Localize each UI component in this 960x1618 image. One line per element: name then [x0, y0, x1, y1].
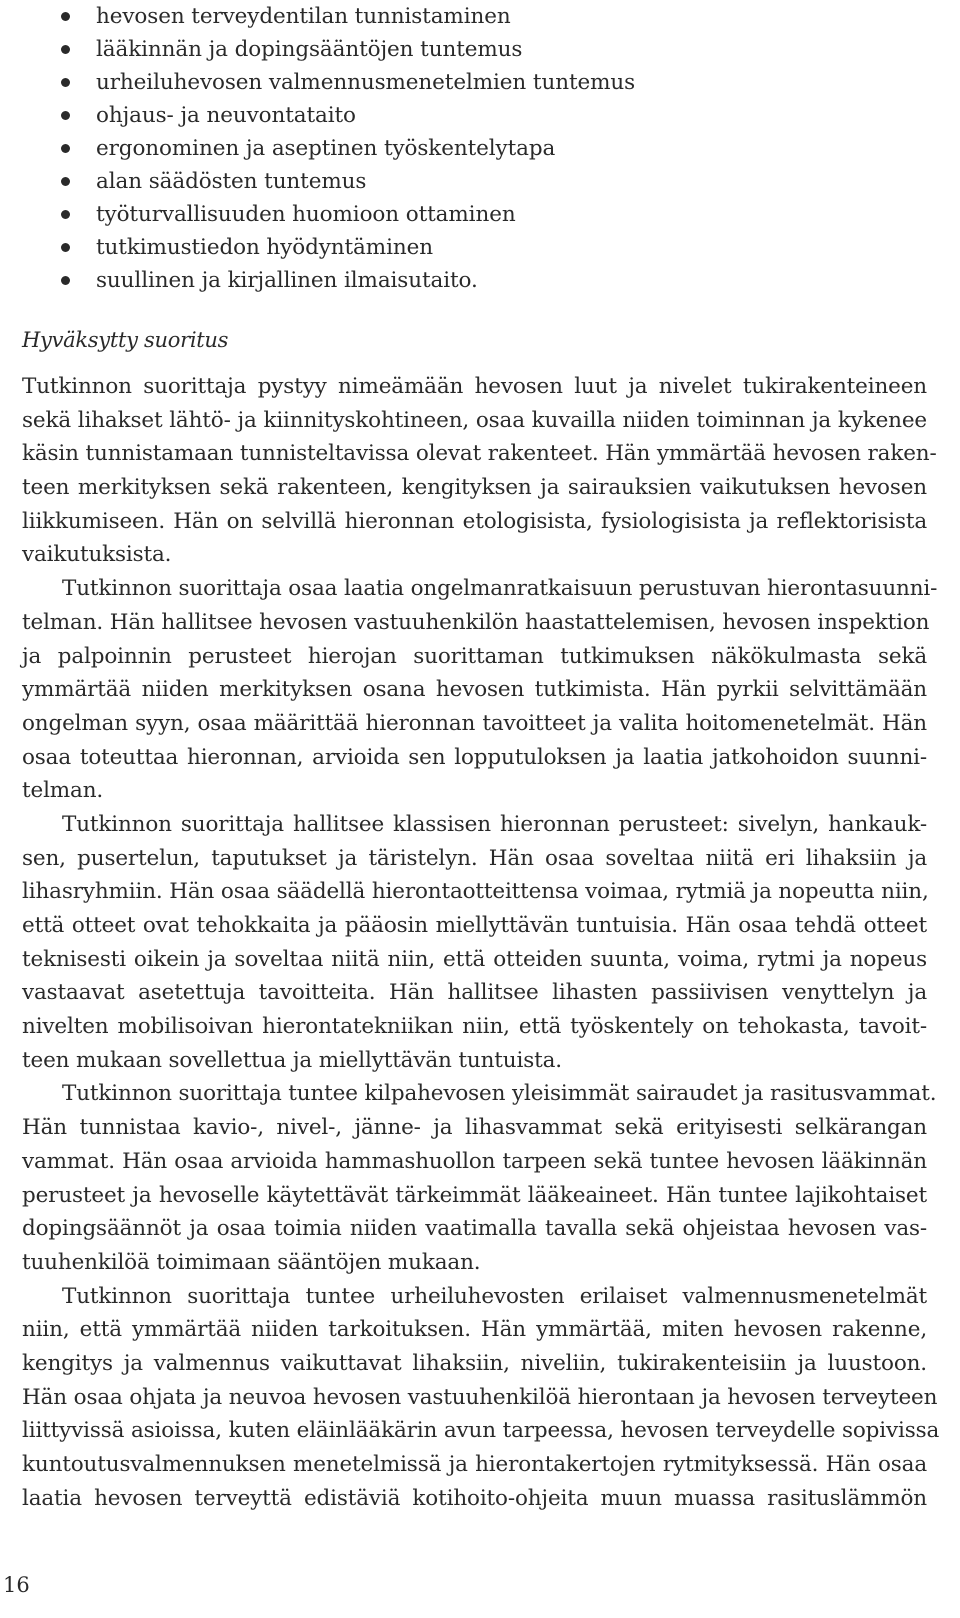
- bullet-item: [22, 132, 635, 165]
- text-line: kengitys ja valmennus vaikuttavat lihaksiin, niveliin, tukirakenteisiin ja luustoon.: [22, 1350, 927, 1376]
- text-line: telman.: [22, 778, 104, 804]
- text-line: liittyvissä asioissa, kuten eläinlääkärin avun tarpeessa, hevosen terveydelle sopivissa: [22, 1418, 940, 1444]
- bullet-text: suullinen ja kirjallinen ilmaisutaito.: [96, 268, 478, 293]
- text-line: Tutkinnon suorittaja tuntee urheiluhevosten erilaiset valmennusmenetelmät: [62, 1283, 927, 1309]
- text-line: nivelten mobilisoivan hierontatekniikan niin, että työskentely on tehokasta, tavoit-: [22, 1014, 927, 1040]
- text-line: liikkumiseen. Hän on selvillä hieronnan etologisista, fysiologisista ja reflektorisista: [22, 508, 927, 534]
- text-line: teen mukaan sovellettua ja miellyttävän tuntuista.: [22, 1047, 562, 1073]
- text-line: tuuhenkilöä toimimaan sääntöjen mukaan.: [22, 1249, 481, 1275]
- text-line: laatia hevosen terveyttä edistäviä kotihoito-ohjeita muun muassa rasituslämmön: [22, 1485, 927, 1511]
- text-line: kuntoutusvalmennuksen menetelmissä ja hierontakertojen rytmityksessä. Hän osaa: [22, 1452, 927, 1477]
- bullet-item: [22, 165, 635, 198]
- bullet-text: ohjaus- ja neuvontataito: [96, 103, 356, 128]
- competency-bullet-list: [22, 0, 635, 297]
- bullet-icon: [61, 276, 70, 285]
- section-heading: Hyväksytty suoritus: [22, 328, 229, 352]
- text-line: vammat. Hän osaa arvioida hammashuollon tarpeen sekä tuntee hevosen lääkinnän: [22, 1148, 927, 1174]
- page-number: 16: [3, 1573, 30, 1597]
- bullet-icon: [61, 144, 70, 153]
- bullet-item: [22, 0, 635, 33]
- bullet-item: [22, 231, 635, 264]
- text-line: Tutkinnon suorittaja pystyy nimeämään hevosen luut ja nivelet tukirakenteineen: [22, 374, 927, 399]
- bullet-text: tutkimustiedon hyödyntäminen: [96, 235, 433, 260]
- bullet-text: ergonominen ja aseptinen työskentelytapa: [96, 136, 556, 161]
- text-line: Tutkinnon suorittaja tuntee kilpahevosen yleisimmät sairaudet ja rasitusvammat.: [62, 1081, 937, 1107]
- text-line: perusteet ja hevoselle käytettävät tärkeimmät lääkeaineet. Hän tuntee lajikohtaiset: [22, 1182, 927, 1208]
- text-line: sekä lihakset lähtö- ja kiinnityskohtineen, osaa kuvailla niiden toiminnan ja kykenee: [22, 407, 927, 433]
- text-line: telman. Hän hallitsee hevosen vastuuhenkilön haastattelemisen, hevosen inspektion: [22, 609, 930, 635]
- bullet-item: [22, 99, 635, 132]
- bullet-icon: [61, 210, 70, 219]
- bullet-text: urheiluhevosen valmennusmenetelmien tuntemus: [96, 70, 636, 95]
- text-line: ymmärtää niiden merkityksen osana hevosen tutkimista. Hän pyrkii selvittämään: [22, 677, 927, 703]
- text-line: ja palpoinnin perusteet hierojan suorittaman tutkimuksen näkökulmasta sekä: [22, 643, 927, 669]
- bullet-text: lääkinnän ja dopingsääntöjen tuntemus: [96, 37, 523, 62]
- bullet-icon: [61, 45, 70, 54]
- text-line: Hän tunnistaa kavio-, nivel-, jänne- ja lihasvammat sekä erityisesti selkärangan: [22, 1115, 927, 1141]
- text-line: käsin tunnistamaan tunnisteltavissa olevat rakenteet. Hän ymmärtää hevosen raken-: [22, 441, 937, 467]
- bullet-item: [22, 264, 635, 297]
- text-line: teknisesti oikein ja soveltaa niitä niin, että otteiden suunta, voima, rytmi ja nopeus: [22, 946, 927, 972]
- text-line: lihasryhmiin. Hän osaa säädellä hierontaotteittensa voimaa, rytmiä ja nopeutta niin,: [22, 879, 929, 905]
- text-line: että otteet ovat tehokkaita ja pääosin miellyttävän tuntuisia. Hän osaa tehdä otteet: [22, 913, 927, 938]
- bullet-item: [22, 66, 635, 99]
- bullet-text: alan säädösten tuntemus: [96, 169, 367, 194]
- text-line: sen, pusertelun, taputukset ja täristelyn. Hän osaa soveltaa niitä eri lihaksiin ja: [22, 845, 927, 871]
- text-line: Tutkinnon suorittaja hallitsee klassisen hieronnan perusteet: sivelyn, hankauk-: [62, 811, 927, 837]
- text-line: teen merkityksen sekä rakenteen, kengityksen ja sairauksien vaikutuksen hevosen: [22, 475, 927, 501]
- text-line: ongelman syyn, osaa määrittää hieronnan tavoitteet ja valita hoitomenetelmät. Hän: [22, 710, 927, 736]
- bullet-text: hevosen terveydentilan tunnistaminen: [96, 4, 511, 29]
- text-line: vaikutuksista.: [22, 542, 172, 568]
- bullet-text: työturvallisuuden huomioon ottaminen: [96, 202, 516, 227]
- body-text: [22, 370, 940, 1515]
- text-line: vastaavat asetettuja tavoitteita. Hän hallitsee lihasten passiivisen venyttelyn ja: [22, 980, 927, 1006]
- text-line: dopingsäännöt ja osaa toimia niiden vaatimalla tavalla sekä ohjeistaa hevosen vas-: [22, 1216, 927, 1242]
- bullet-icon: [61, 243, 70, 252]
- bullet-icon: [61, 177, 70, 186]
- bullet-icon: [61, 111, 70, 120]
- text-line: niin, että ymmärtää niiden tarkoituksen. Hän ymmärtää, miten hevosen rakenne,: [22, 1317, 927, 1343]
- bullet-icon: [61, 12, 70, 21]
- bullet-icon: [61, 78, 70, 87]
- text-line: osaa toteuttaa hieronnan, arvioida sen lopputuloksen ja laatia jatkohoidon suunni-: [22, 744, 927, 770]
- text-line: Hän osaa ohjata ja neuvoa hevosen vastuuhenkilöä hierontaan ja hevosen terveyteen: [22, 1384, 938, 1410]
- bullet-item: [22, 33, 635, 66]
- bullet-item: [22, 198, 635, 231]
- text-line: Tutkinnon suorittaja osaa laatia ongelmanratkaisuun perustuvan hierontasuunni-: [62, 576, 938, 602]
